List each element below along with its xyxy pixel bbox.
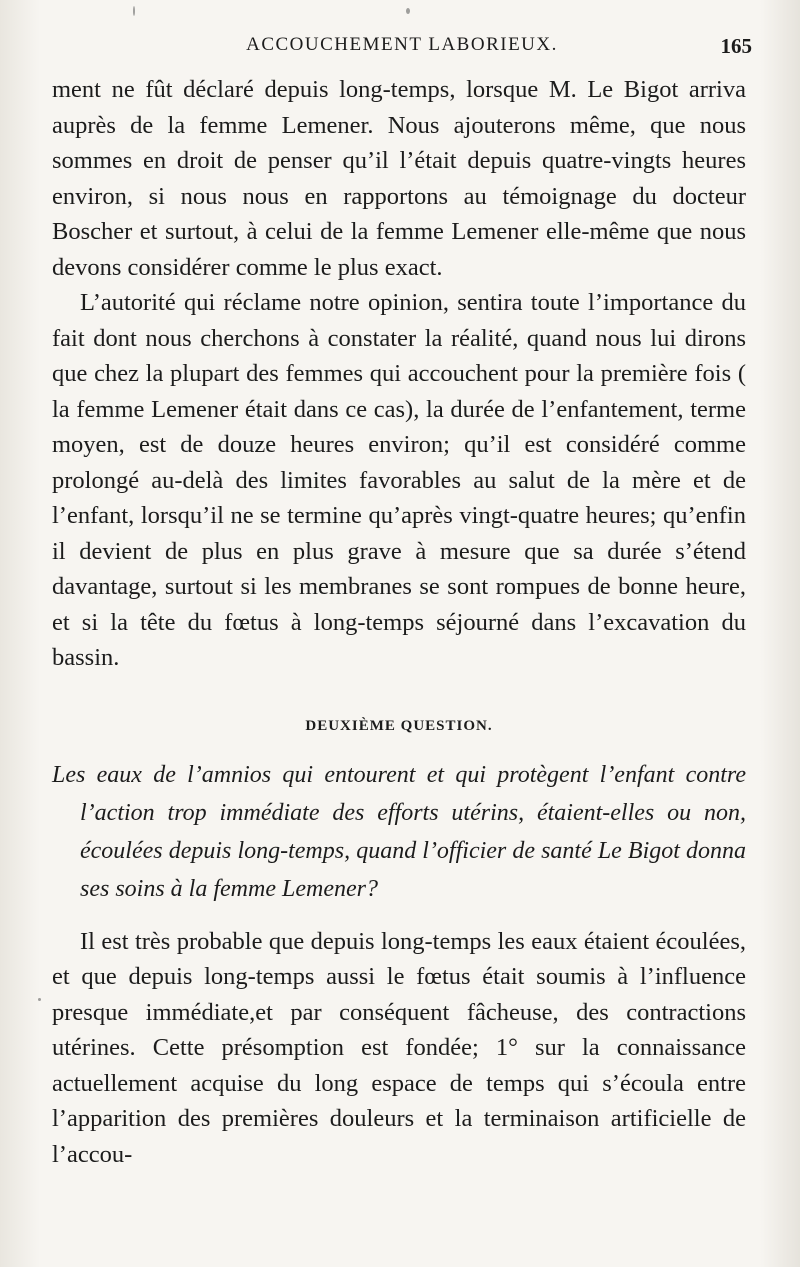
- paragraph-continuation: ment ne fût déclaré depuis long-temps, lorsque M. Le Bigot arriva auprès de la femme Lemener. Nous ajouterons même, que nous sommes en droit de penser qu’il l’était depuis quatre-vingts heures environ, si nous nous en rapportons au témoignage du docteur Boscher et surtout, à celui de la femme Lemener elle-même que nous devons considérer comme le plus exact.: [52, 76, 746, 281]
- paper-speck: [133, 6, 135, 16]
- section-heading: DEUXIÈME QUESTION.: [305, 717, 493, 734]
- paragraph-answer: Il est très probable que depuis long-temps les eaux étaient écoulées, et que depuis long-temps aussi le fœtus était soumis à l’influence presque immédiate,et par conséquent fâcheuse, des contractions utérines. Cette présomption est fondée; 1° sur la connaissance actuellement acquise du long espace de temps qui s’écoula entre l’apparition des premières douleurs et la terminaison artificielle de l’accou-: [52, 927, 746, 1168]
- page-body: [52, 72, 746, 1172]
- page-number: 165: [720, 34, 752, 58]
- paragraph-authority: L’autorité qui réclame notre opinion, sentira toute l’importance du fait dont nous cherchons à constater la réalité, quand nous lui dirons que chez la plupart des femmes qui accouchent pour la première fois ( la femme Lemener était dans ce cas), la durée de l’enfantement, terme moyen, est de douze heures environ; qu’il est considéré comme prolongé au-delà des limites favorables au salut de la mère et de l’enfant, lorsqu’il ne se termine qu’après vingt-quatre heures; qu’enfin il devient de plus en plus grave à mesure que sa durée s’étend davantage, surtout si les membranes se sont rompues de bonne heure, et si la tête du fœtus à long-temps séjourné dans l’excavation du bassin.: [52, 289, 746, 671]
- paper-speck: [406, 8, 410, 14]
- running-head: [52, 34, 752, 64]
- running-title: ACCOUCHEMENT LABORIEUX.: [246, 34, 558, 55]
- paper-speck: [38, 998, 41, 1001]
- question-text: Les eaux de l’amnios qui entourent et qui protègent l’enfant contre l’action trop immédiate des efforts utérins, étaient-elles ou non, écoulées depuis long-temps, quand l’officier de santé Le Bigot donna ses soins à la femme Lemener?: [52, 761, 746, 902]
